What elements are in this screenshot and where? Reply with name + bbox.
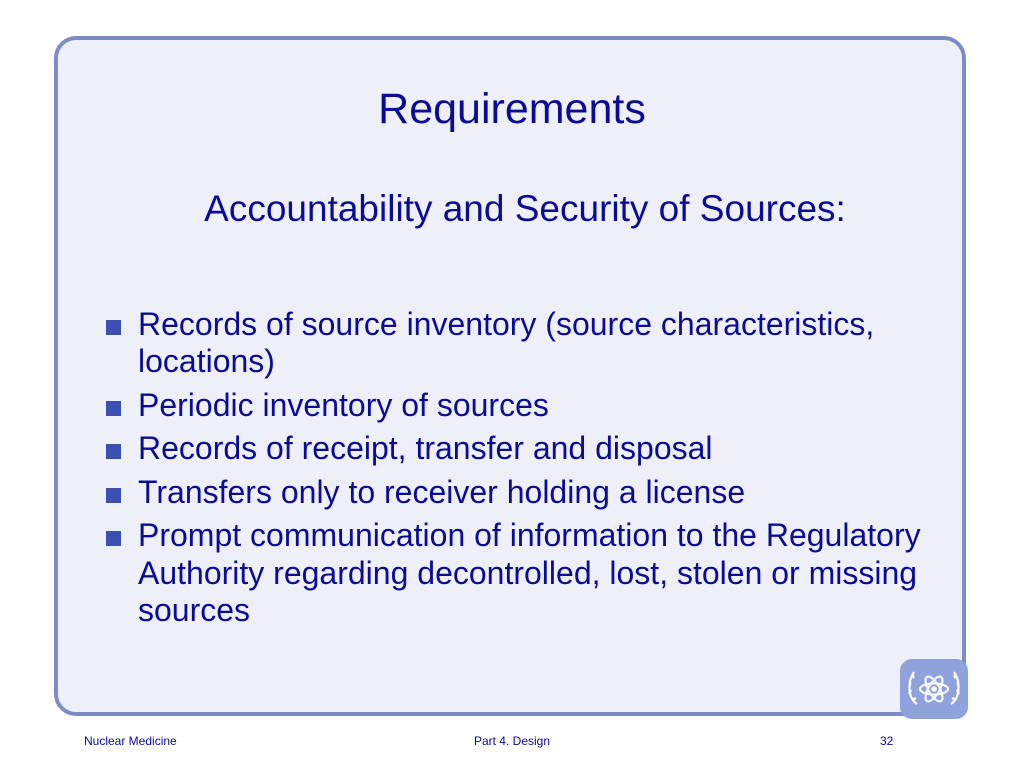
bullet-square-icon	[106, 488, 121, 503]
footer-section-name: Part 4. Design	[473, 734, 551, 748]
bullet-square-icon	[106, 531, 121, 546]
bullet-square-icon	[106, 401, 121, 416]
bullet-item	[104, 387, 934, 424]
bullet-item	[104, 517, 934, 629]
bullet-list	[104, 306, 934, 636]
footer-page-number: 32	[880, 734, 894, 748]
bullet-item	[104, 306, 934, 381]
slide-title: Requirements	[378, 85, 646, 133]
bullet-text: Prompt communication of information to the Regulatory Authority regarding decontrolled, lost, stolen or missing sources	[138, 517, 921, 629]
bullet-text: Records of source inventory (source characteristics, locations)	[138, 306, 875, 380]
bullet-square-icon	[106, 444, 121, 459]
footer-course-name: Nuclear Medicine	[84, 734, 177, 748]
iaea-atom-logo-icon	[899, 658, 969, 720]
bullet-item	[104, 430, 934, 467]
bullet-text: Periodic inventory of sources	[138, 386, 549, 423]
bullet-text: Records of receipt, transfer and disposal	[138, 430, 713, 467]
bullet-square-icon	[106, 320, 121, 335]
bullet-text: Transfers only to receiver holding a license	[138, 473, 746, 510]
slide-subtitle: Accountability and Security of Sources:	[204, 188, 846, 229]
bullet-item	[104, 474, 934, 511]
